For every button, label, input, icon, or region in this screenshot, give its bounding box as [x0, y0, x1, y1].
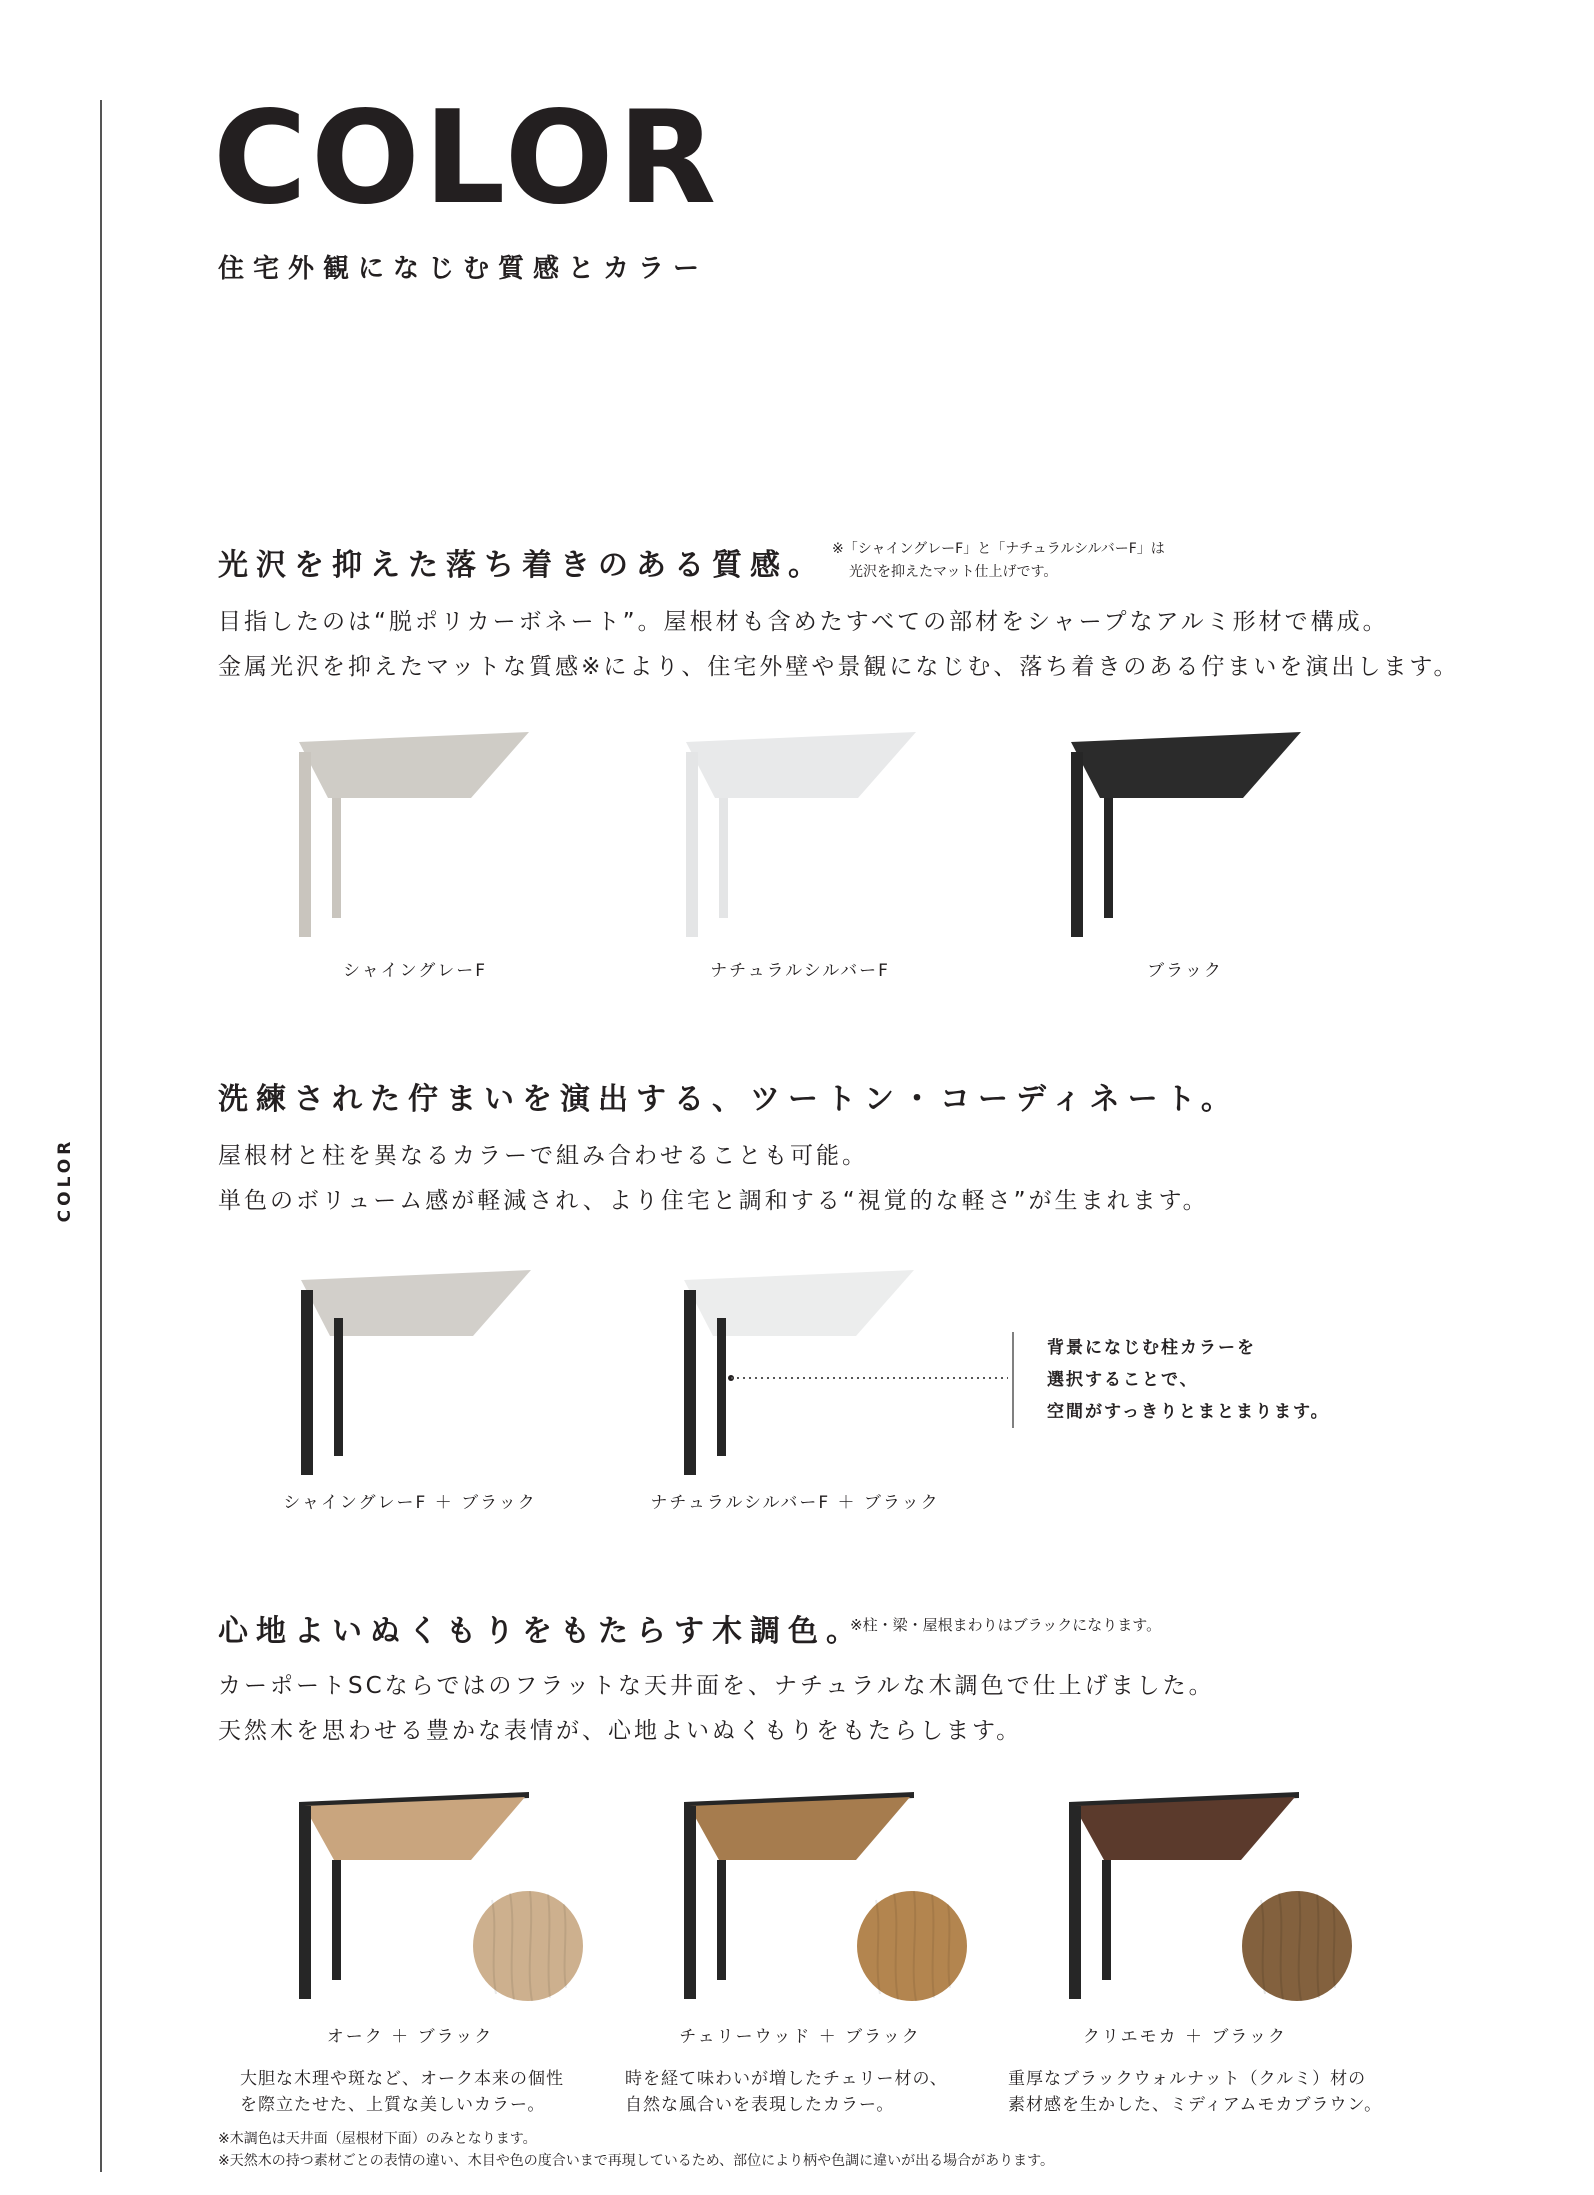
- caption-shining-grey: シャイングレーF: [342, 961, 488, 981]
- desc-mocha: 重厚なブラックウォルナット（クルミ）材の 素材感を生かした、ミディアムモカブラウン。: [1008, 2069, 1383, 2115]
- footnotes: ※木調色は天井面（屋根材下面）のみとなります。 ※天然木の持つ素材ごとの表情の違い、木目や色の度合いまで再現しているため、部位により柄や色調に違いが出る場合があります。: [218, 2131, 1055, 2169]
- section1-body: 目指したのは“脱ポリカーボネート”。屋根材も含めたすべての部材をシャープなアルミ形材で構成。 金属光沢を抑えたマットな質感※により、住宅外壁や景観になじむ、落ち着きのある佇まいを演出します。: [218, 609, 1460, 680]
- caption-black: ブラック: [1147, 961, 1223, 981]
- side-label: COLOR: [55, 1137, 75, 1223]
- carport-natural-silver: [683, 730, 923, 940]
- section1-note: ※「シャイングレーF」と「ナチュラルシルバーF」は 光沢を抑えたマット仕上げです。: [832, 541, 1165, 580]
- caption-cherry: チェリーウッド ＋ ブラック: [679, 2027, 921, 2047]
- swatch-oak: [472, 1890, 584, 2002]
- callout-leader: [725, 1330, 1025, 1430]
- carport-shining-grey: [296, 730, 536, 940]
- left-rule: [100, 100, 102, 2172]
- desc-oak: 大胆な木理や斑など、オーク本来の個性 を際立たせた、上質な美しいカラー。: [240, 2069, 564, 2115]
- carport-grey-black: [298, 1268, 538, 1478]
- swatch-mocha: [1241, 1890, 1353, 2002]
- section3-note: ※柱・梁・屋根まわりはブラックになります。: [850, 1616, 1162, 1634]
- page-title: COLOR: [213, 84, 721, 233]
- section2-heading: 洗練された佇まいを演出する、ツートン・コーディネート。: [218, 1082, 1239, 1117]
- callout-text: 背景になじむ柱カラーを 選択することで、 空間がすっきりとまとまります。: [1047, 1338, 1330, 1422]
- carport-black: [1068, 730, 1308, 940]
- section3-heading: 心地よいぬくもりをもたらす木調色。: [218, 1614, 864, 1649]
- swatch-cherry: [856, 1890, 968, 2002]
- caption-silver-black: ナチュラルシルバーF ＋ ブラック: [650, 1493, 940, 1513]
- desc-cherry: 時を経て味わいが増したチェリー材の、 自然な風合いを表現したカラー。: [625, 2069, 948, 2115]
- caption-grey-black: シャイングレーF ＋ ブラック: [283, 1493, 537, 1513]
- caption-natural-silver: ナチュラルシルバーF: [710, 961, 890, 981]
- section3-body: カーポートSCならではのフラットな天井面を、ナチュラルな木調色で仕上げました。 天然木を思わせる豊かな表情が、心地よいぬくもりをもたらします。: [218, 1673, 1215, 1744]
- section2-body: 屋根材と柱を異なるカラーで組み合わせることも可能。 単色のボリューム感が軽減され、より住宅と調和する“視覚的な軽さ”が生まれます。: [218, 1143, 1209, 1214]
- caption-mocha: クリエモカ ＋ ブラック: [1082, 2027, 1288, 2047]
- caption-oak: オーク ＋ ブラック: [326, 2027, 494, 2047]
- page-subtitle: 住宅外観になじむ質感とカラー: [218, 254, 709, 284]
- section1-heading: 光沢を抑えた落ち着きのある質感。: [218, 548, 826, 583]
